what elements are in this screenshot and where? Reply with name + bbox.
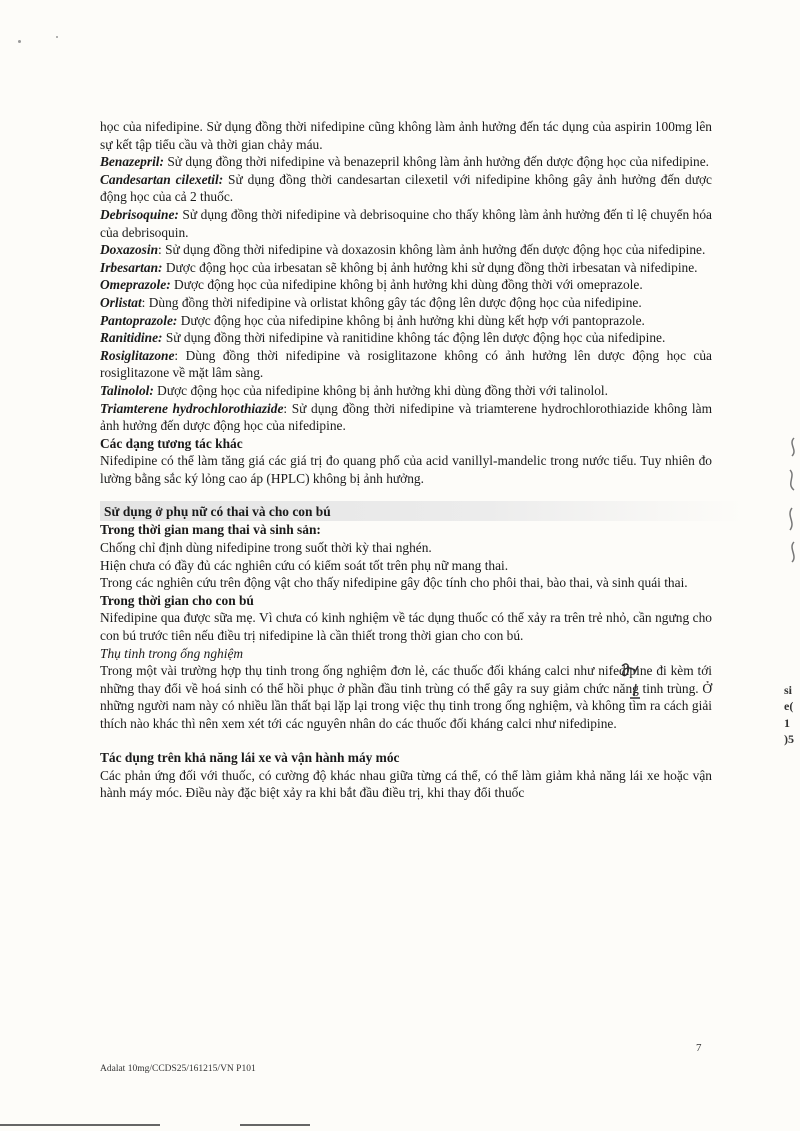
pregnancy-section-heading: Sử dụng ở phụ nữ có thai và cho con bú xyxy=(100,501,744,521)
drug-name: Irbesartan: xyxy=(100,259,163,275)
interaction-list xyxy=(100,118,712,435)
interaction-paragraph xyxy=(100,118,712,153)
ivf-heading: Thụ tinh trong ống nghiệm xyxy=(100,645,244,661)
breastfeeding-text: Nifedipine qua được sữa mẹ. Vì chưa có kinh nghiệm về tác dụng thuốc có thể xảy ra trên trẻ nhỏ, cần ngưng cho con bú trước tiên nếu điều trị nifedipine là cần thiết trong thời gian cho con bú. xyxy=(100,610,712,644)
interaction-paragraph xyxy=(100,294,712,312)
interaction-paragraph xyxy=(100,153,712,171)
interaction-paragraph xyxy=(100,347,712,382)
document-code: Adalat 10mg/CCDS25/161215/VN P101 xyxy=(100,1064,256,1074)
breastfeeding-heading: Trong thời gian cho con bú xyxy=(100,592,254,608)
scan-edge-line xyxy=(0,1124,160,1126)
scan-speck xyxy=(18,40,21,43)
interaction-text: Sử dụng đồng thời candesartan cilexetil với nifedipine không gây ảnh hưởng đến dược động học của cả 2 thuốc. xyxy=(100,171,712,205)
edge-text-fragment: e( xyxy=(784,699,794,713)
interaction-text: Sử dụng đồng thời nifedipine và debrisoquine cho thấy không làm ảnh hưởng đến tỉ lệ chuyển hóa của debrisoquin. xyxy=(100,206,712,240)
interaction-paragraph xyxy=(100,312,712,330)
interaction-paragraph xyxy=(100,171,712,206)
interaction-text: : Dùng đồng thời nifedipine và orlistat không gây tác động lên dược động học của nifedipine. xyxy=(141,294,642,310)
interaction-paragraph xyxy=(100,400,712,435)
driving-section-heading: Tác dụng trên khả năng lái xe và vận hành máy móc xyxy=(100,749,400,765)
other-interactions-heading: Các dạng tương tác khác xyxy=(100,435,243,451)
interaction-paragraph xyxy=(100,329,712,347)
pregnancy-line: Trong các nghiên cứu trên động vật cho thấy nifedipine gây độc tính cho phôi thai, bào thai, và sinh quái thai. xyxy=(100,575,688,591)
drug-name: Debrisoquine: xyxy=(100,206,179,222)
interaction-paragraph xyxy=(100,241,712,259)
interaction-text: Dược động học của nifedipine không bị ảnh hưởng khi dùng kết hợp với pantoprazole. xyxy=(177,312,645,328)
page-number: 7 xyxy=(696,1042,702,1054)
interaction-text: : Sử dụng đồng thời nifedipine và doxazosin không làm ảnh hưởng đến dược động học của nifedipine. xyxy=(158,242,706,258)
drug-name: Talinolol: xyxy=(100,382,154,398)
edge-text-fragment: )5 xyxy=(784,732,794,746)
drug-name: Pantoprazole: xyxy=(100,312,178,328)
drug-name: Triamterene hydrochlorothiazide xyxy=(100,400,284,416)
edge-stamp-fragment-icon xyxy=(780,430,800,570)
drug-name: Benazepril: xyxy=(100,154,164,170)
edge-text-fragment: 1 xyxy=(784,716,790,730)
interaction-paragraph xyxy=(100,382,712,400)
interaction-paragraph xyxy=(100,259,712,277)
interaction-text: Dược động học của irbesatan sẽ không bị ảnh hưởng khi sử dụng đồng thời irbesatan và nifedipine. xyxy=(162,259,698,275)
edge-text-fragment: si xyxy=(784,683,793,697)
driving-text: Các phản ứng đối với thuốc, có cường độ khác nhau giữa từng cá thể, có thể làm giảm khả năng lái xe hoặc vận hành máy móc. Điều này đặc biệt xảy ra khi bắt đầu điều trị, khi thay đổi thuốc xyxy=(100,767,712,801)
interaction-text: : Sử dụng đồng thời nifedipine và triamterene hydrochlorothiazide không làm ảnh hưởng đến dược động học của nifedipine. xyxy=(100,400,712,434)
drug-name: Rosiglitazone xyxy=(100,347,175,363)
interaction-paragraph xyxy=(100,206,712,241)
pregnancy-line: Hiện chưa có đầy đủ các nghiên cứu có kiểm soát tốt trên phụ nữ mang thai. xyxy=(100,557,509,573)
interaction-text: học của nifedipine. Sử dụng đồng thời nifedipine cũng không làm ảnh hưởng đến tác dụng của aspirin 100mg lên sự kết tập tiểu cầu và thời gian chảy máu. xyxy=(100,119,712,152)
interaction-text: Sử dụng đồng thời nifedipine và ranitidine không tác động lên dược động học của nifedipine. xyxy=(162,330,666,346)
pregnancy-heading: Trong thời gian mang thai và sinh sản: xyxy=(100,522,321,538)
interaction-paragraph xyxy=(100,276,712,294)
ivf-text: Trong một vài trường hợp thụ tinh trong ống nghiệm đơn lẻ, các thuốc đối kháng calci như nifedipine đi kèm tới những thay đổi về hoá sinh có thể hồi phục ở phần đầu tinh trùng có thể gây ra suy giảm chức năng tinh trùng. Ở những người nam này có nhiều lần thất bại lặp lại trong việc thụ tinh trong ống nghiệm, và không tìm ra cách giải thích nào khác thì nên xem xét tới các nguyên nhân do các thuốc đối kháng calci như nifedipine. xyxy=(100,663,712,731)
interaction-text: Dược động học của nifedipine không bị ảnh hưởng khi dùng đồng thời với omeprazole. xyxy=(170,277,643,293)
interaction-text: Dược động học của nifedipine không bị ảnh hưởng khi dùng đồng thời với talinolol. xyxy=(153,382,608,398)
scan-edge-line xyxy=(240,1124,310,1126)
scan-speck xyxy=(56,36,58,38)
drug-name: Ranitidine: xyxy=(100,330,163,346)
handwritten-signature-icon xyxy=(616,660,646,704)
pregnancy-line: Chống chỉ định dùng nifedipine trong suốt thời kỳ thai nghén. xyxy=(100,540,432,556)
interaction-text: Sử dụng đồng thời nifedipine và benazepril không làm ảnh hưởng đến dược động học của nifedipine. xyxy=(163,154,710,170)
drug-name: Doxazosin xyxy=(100,242,159,258)
interaction-text: : Dùng đồng thời nifedipine và rosiglitazone không có ảnh hưởng lên dược động học của rosiglitazone về mặt lâm sàng. xyxy=(100,347,712,381)
other-interactions-text: Nifedipine có thể làm tăng giá các giá trị đo quang phổ của acid vanillyl-mandelic trong nước tiểu. Tuy nhiên đo lường bằng sắc ký lỏng cao áp (HPLC) không bị ảnh hưởng. xyxy=(100,453,712,486)
drug-name: Omeprazole: xyxy=(100,277,171,293)
drug-name: Orlistat xyxy=(100,294,142,310)
drug-name: Candesartan cilexetil: xyxy=(100,171,224,187)
